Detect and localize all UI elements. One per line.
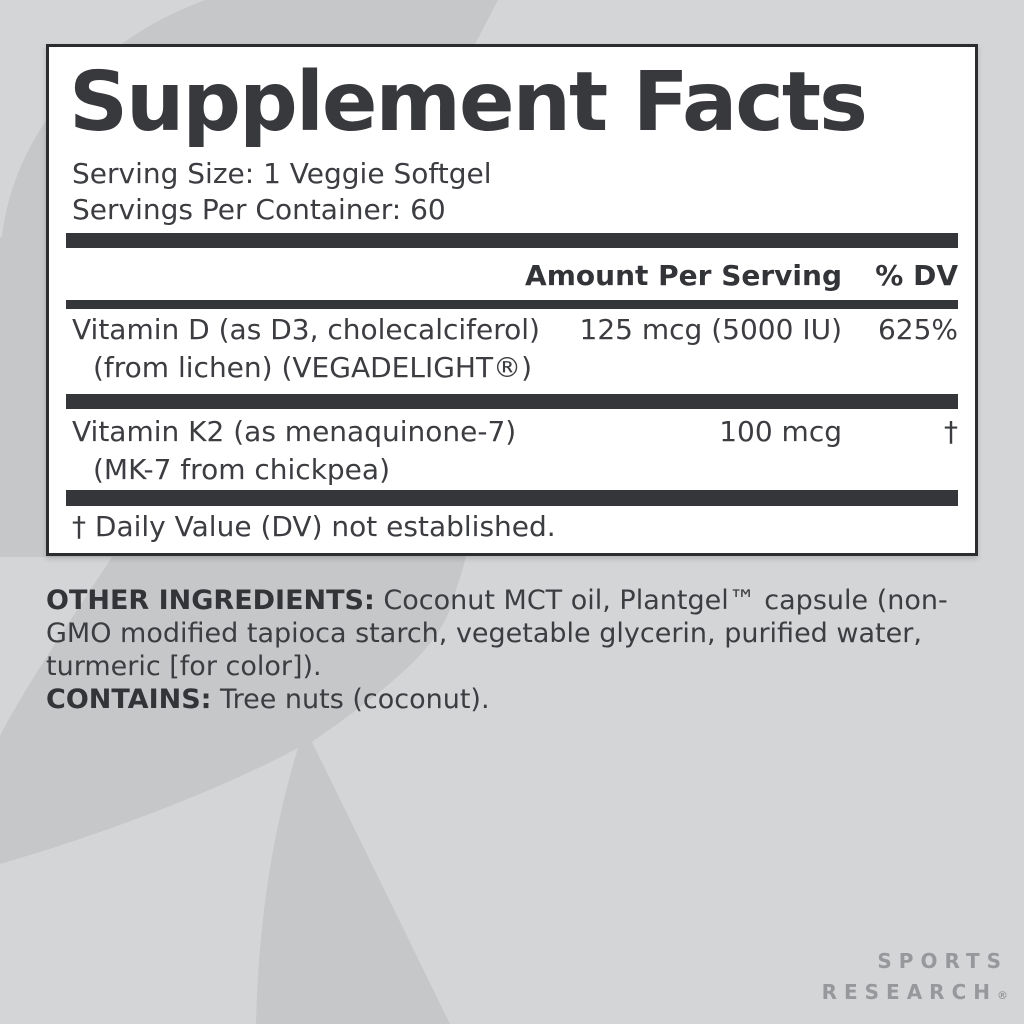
contains-value: Tree nuts (coconut). (211, 684, 490, 715)
column-header-amount: Amount Per Serving (525, 259, 842, 292)
dv-footnote: † Daily Value (DV) not established. (72, 510, 556, 543)
divider-bar-header (66, 300, 958, 309)
other-ingredients-text (46, 584, 962, 683)
nutrient-vitamin-k2-name: Vitamin K2 (as menaquinone-7) (72, 415, 517, 448)
contains-label: CONTAINS: (46, 684, 212, 715)
nutrient-vitamin-d-source: (from lichen) (VEGADELIGHT®) (93, 351, 532, 384)
brand-line-sports: SPORTS (877, 949, 1008, 973)
column-header-dv: % DV (875, 259, 958, 292)
divider-bar-bottom (66, 490, 958, 506)
brand-line-research: RESEARCH® (821, 980, 1008, 1004)
registered-trademark-icon: ® (997, 989, 1008, 1002)
nutrient-vitamin-k2-dv: † (944, 415, 958, 448)
brand-wordmark (822, 946, 1008, 1011)
supplement-facts-panel (46, 44, 978, 556)
nutrient-vitamin-k2-amount: 100 mcg (719, 415, 842, 448)
nutrient-vitamin-k2-source: (MK-7 from chickpea) (93, 453, 390, 486)
divider-bar-mid (66, 394, 958, 409)
panel-title: Supplement Facts (69, 55, 866, 150)
nutrient-vitamin-d-amount: 125 mcg (5000 IU) (579, 313, 842, 346)
nutrient-vitamin-d-dv: 625% (877, 313, 958, 346)
serving-size: Serving Size: 1 Veggie Softgel (72, 157, 492, 190)
contains-text (46, 683, 962, 716)
other-ingredients-label: OTHER INGREDIENTS: (46, 585, 375, 616)
servings-per-container: Servings Per Container: 60 (72, 193, 446, 226)
nutrient-vitamin-d-name: Vitamin D (as D3, cholecalciferol) (72, 313, 540, 346)
other-ingredients-value: Coconut MCT oil, Plantgel™ capsule (non-GMO modified tapioca starch, vegetable glycerin, purified water, turmeric [for color]). (46, 585, 948, 682)
divider-bar-top (66, 233, 958, 248)
other-ingredients-section (46, 584, 962, 716)
